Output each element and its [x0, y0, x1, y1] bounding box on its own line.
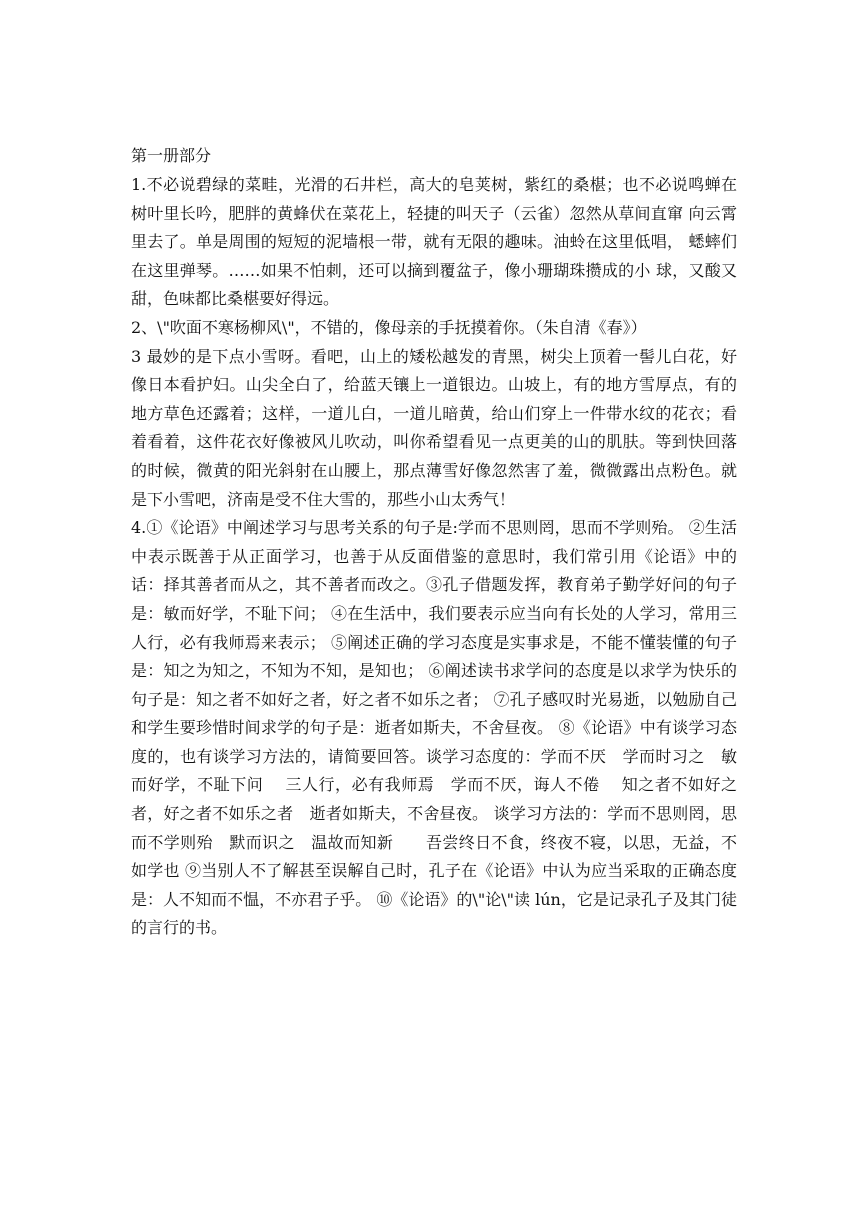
paragraph-3-jinan-winter-excerpt: 3 最妙的是下点小雪呀。看吧，山上的矮松越发的青黑，树尖上顶着一髻儿白花，好像日本看护妇。山尖全白了，给蓝天镶上一道银边。山坡上，有的地方雪厚点，有的地方草色还露着；这样，一道儿白，一道儿暗黄，给山们穿上一件带水纹的花衣；看着看着，这件花衣好像被风儿吹动，叫你希望看见一点更美的山的肌肤。等到快回落的时候，微黄的阳光斜射在山腰上，那点薄雪好像忽然害了羞，微微露出点粉色。就是下小雪吧，济南是受不住大雪的，那些小山太秀气！	[131, 346, 737, 509]
paragraph-1-baicaoyuan-excerpt: 1.不必说碧绿的菜畦，光滑的石井栏，高大的皂荚树，紫红的桑椹；也不必说鸣蝉在树叶里长吟，肥胖的黄蜂伏在菜花上，轻捷的叫天子（云雀）忽然从草间直窜 向云霄里去了。单是周围的短短的泥墙根一带，就有无限的趣味。油蛉在这里低唱， 蟋蟀们在这里弹琴。……如果不怕刺，还可以摘到覆盆子，像小珊瑚珠攒成的小 球，又酸又甜，色味都比桑椹要好得远。	[131, 175, 737, 309]
paragraph-4-analects-notes: 4.①《论语》中阐述学习与思考关系的句子是:学而不思则罔，思而不学则殆。 ②生活中表示既善于从正面学习，也善于从反面借鉴的意思时，我们常引用《论语》中的话：择其善者而从之，其不善者而改之。③孔子借题发挥，教育弟子勤学好问的句子是：敏而好学，不耻下问； ④在生活中，我们要表示应当向有长处的人学习，常用三人行，必有我师焉来表示； ⑤阐述正确的学习态度是实事求是，不能不懂装懂的句子是：知之为知之，不知为不知，是知也； ⑥阐述读书求学问的态度是以求学为快乐的句子是：知之者不如好之者，好之者不如乐之者； ⑦孔子感叹时光易逝，以勉励自己和学生要珍惜时间求学的句子是：逝者如斯夫，不舍昼夜。 ⑧《论语》中有谈学习态度的，也有谈学习方法的，请简要回答。谈学习态度的：学而不厌 学而时习之 敏而好学，不耻下问 三人行，必有我师焉 学而不厌，诲人不倦 知之者不如好之者，好之者不如乐之者 逝者如斯夫，不舍昼夜。 谈学习方法的：学而不思则罔，思而不学则殆 默而识之 温故而知新 吾尝终日不食，终夜不寝，以思，无益，不如学也 ⑨当别人不了解甚至误解自己时，孔子在《论语》中认为应当采取的正确态度是：人不知而不愠，不亦君子乎。 ⑩《论语》的\"论\"读 lún，它是记录孔子及其门徒的言行的书。	[131, 518, 737, 938]
document-page	[131, 141, 737, 943]
section-title: 第一册部分	[131, 146, 212, 165]
paragraph-2-spring-quote: 2、\"吹面不寒杨柳风\"，不错的，像母亲的手抚摸着你。（朱自清《春》）	[131, 317, 647, 337]
